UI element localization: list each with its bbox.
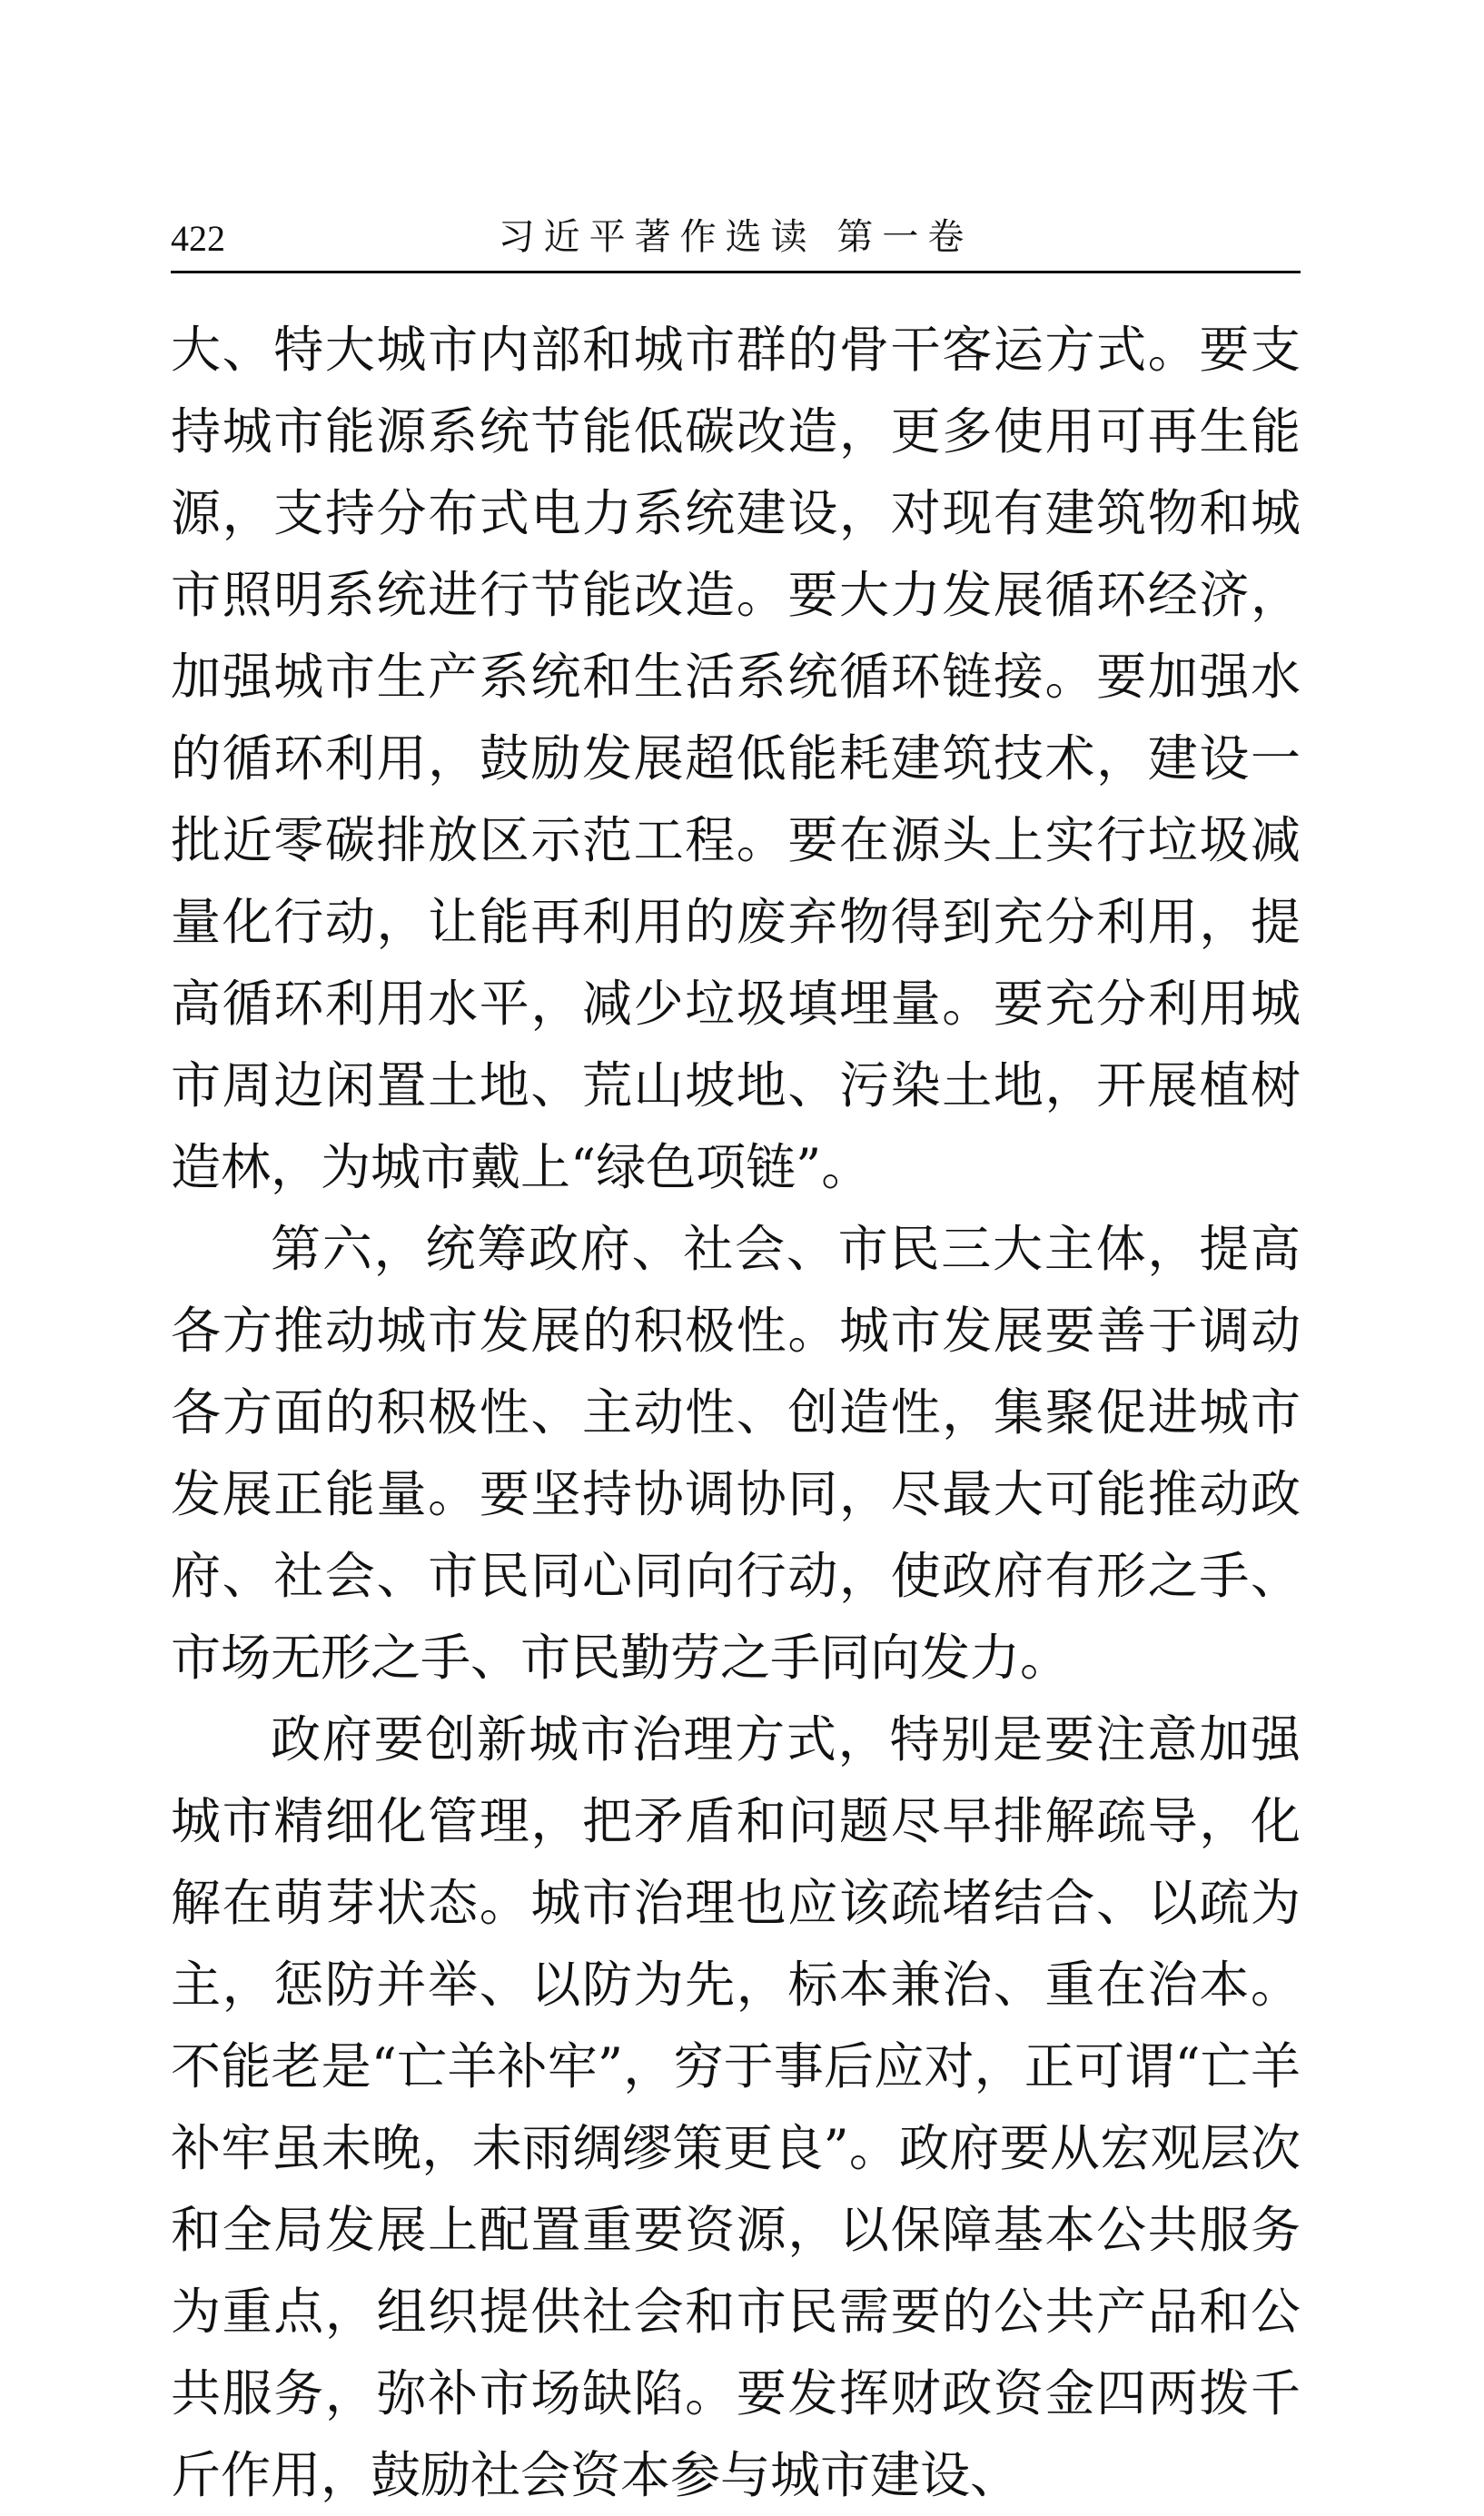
header-rule <box>171 271 1301 273</box>
paragraph-continued: 大、特大城市内部和城市群的骨干客运方式。要支持城市能源系统节能低碳改造，更多使用可再生能源，支持分布式电力系统建设，对现有建筑物和城市照明系统进行节能改造。要大力发展循环经济，加强城市生产系统和生活系统循环链接。要加强水的循环利用，鼓励发展超低能耗建筑技术，建设一批近零碳排放区示范工程。要在源头上实行垃圾减量化行动，让能再利用的废弃物得到充分利用，提高循环利用水平，减少垃圾填埋量。要充分利用城市周边闲置土地、荒山坡地、污染土地，开展植树造林，为城市戴上“绿色项链”。 <box>171 321 1301 1196</box>
book-title: 习近平著作选读 第一卷 <box>498 216 974 258</box>
page-number: 422 <box>171 218 225 259</box>
paragraph-sixth-point: 第六，统筹政府、社会、市民三大主体，提高各方推动城市发展的积极性。城市发展要善于调动各方面的积极性、主动性、创造性，集聚促进城市发展正能量。要坚持协调协同，尽最大可能推动政府、社会、市民同心同向行动，使政府有形之手、市场无形之手、市民勤劳之手同向发力。 <box>171 1220 1301 1687</box>
body-text <box>171 309 1301 2504</box>
paragraph-government-governance: 政府要创新城市治理方式，特别是要注意加强城市精细化管理，把矛盾和问题尽早排解疏导，化解在萌芽状态。城市治理也应该疏堵结合、以疏为主，惩防并举、以防为先，标本兼治、重在治本。不能老是“亡羊补牢”，穷于事后应对，正可谓“亡羊补牢虽未晚，未雨绸缪策更良”。政府要从宏观层次和全局发展上配置重要资源，以保障基本公共服务为重点，组织提供社会和市民需要的公共产品和公共服务，弥补市场缺陷。要发挥财政资金四两拨千斤作用，鼓励社会资本参与城市建设、 <box>171 1710 1301 2504</box>
running-head <box>171 207 1301 271</box>
